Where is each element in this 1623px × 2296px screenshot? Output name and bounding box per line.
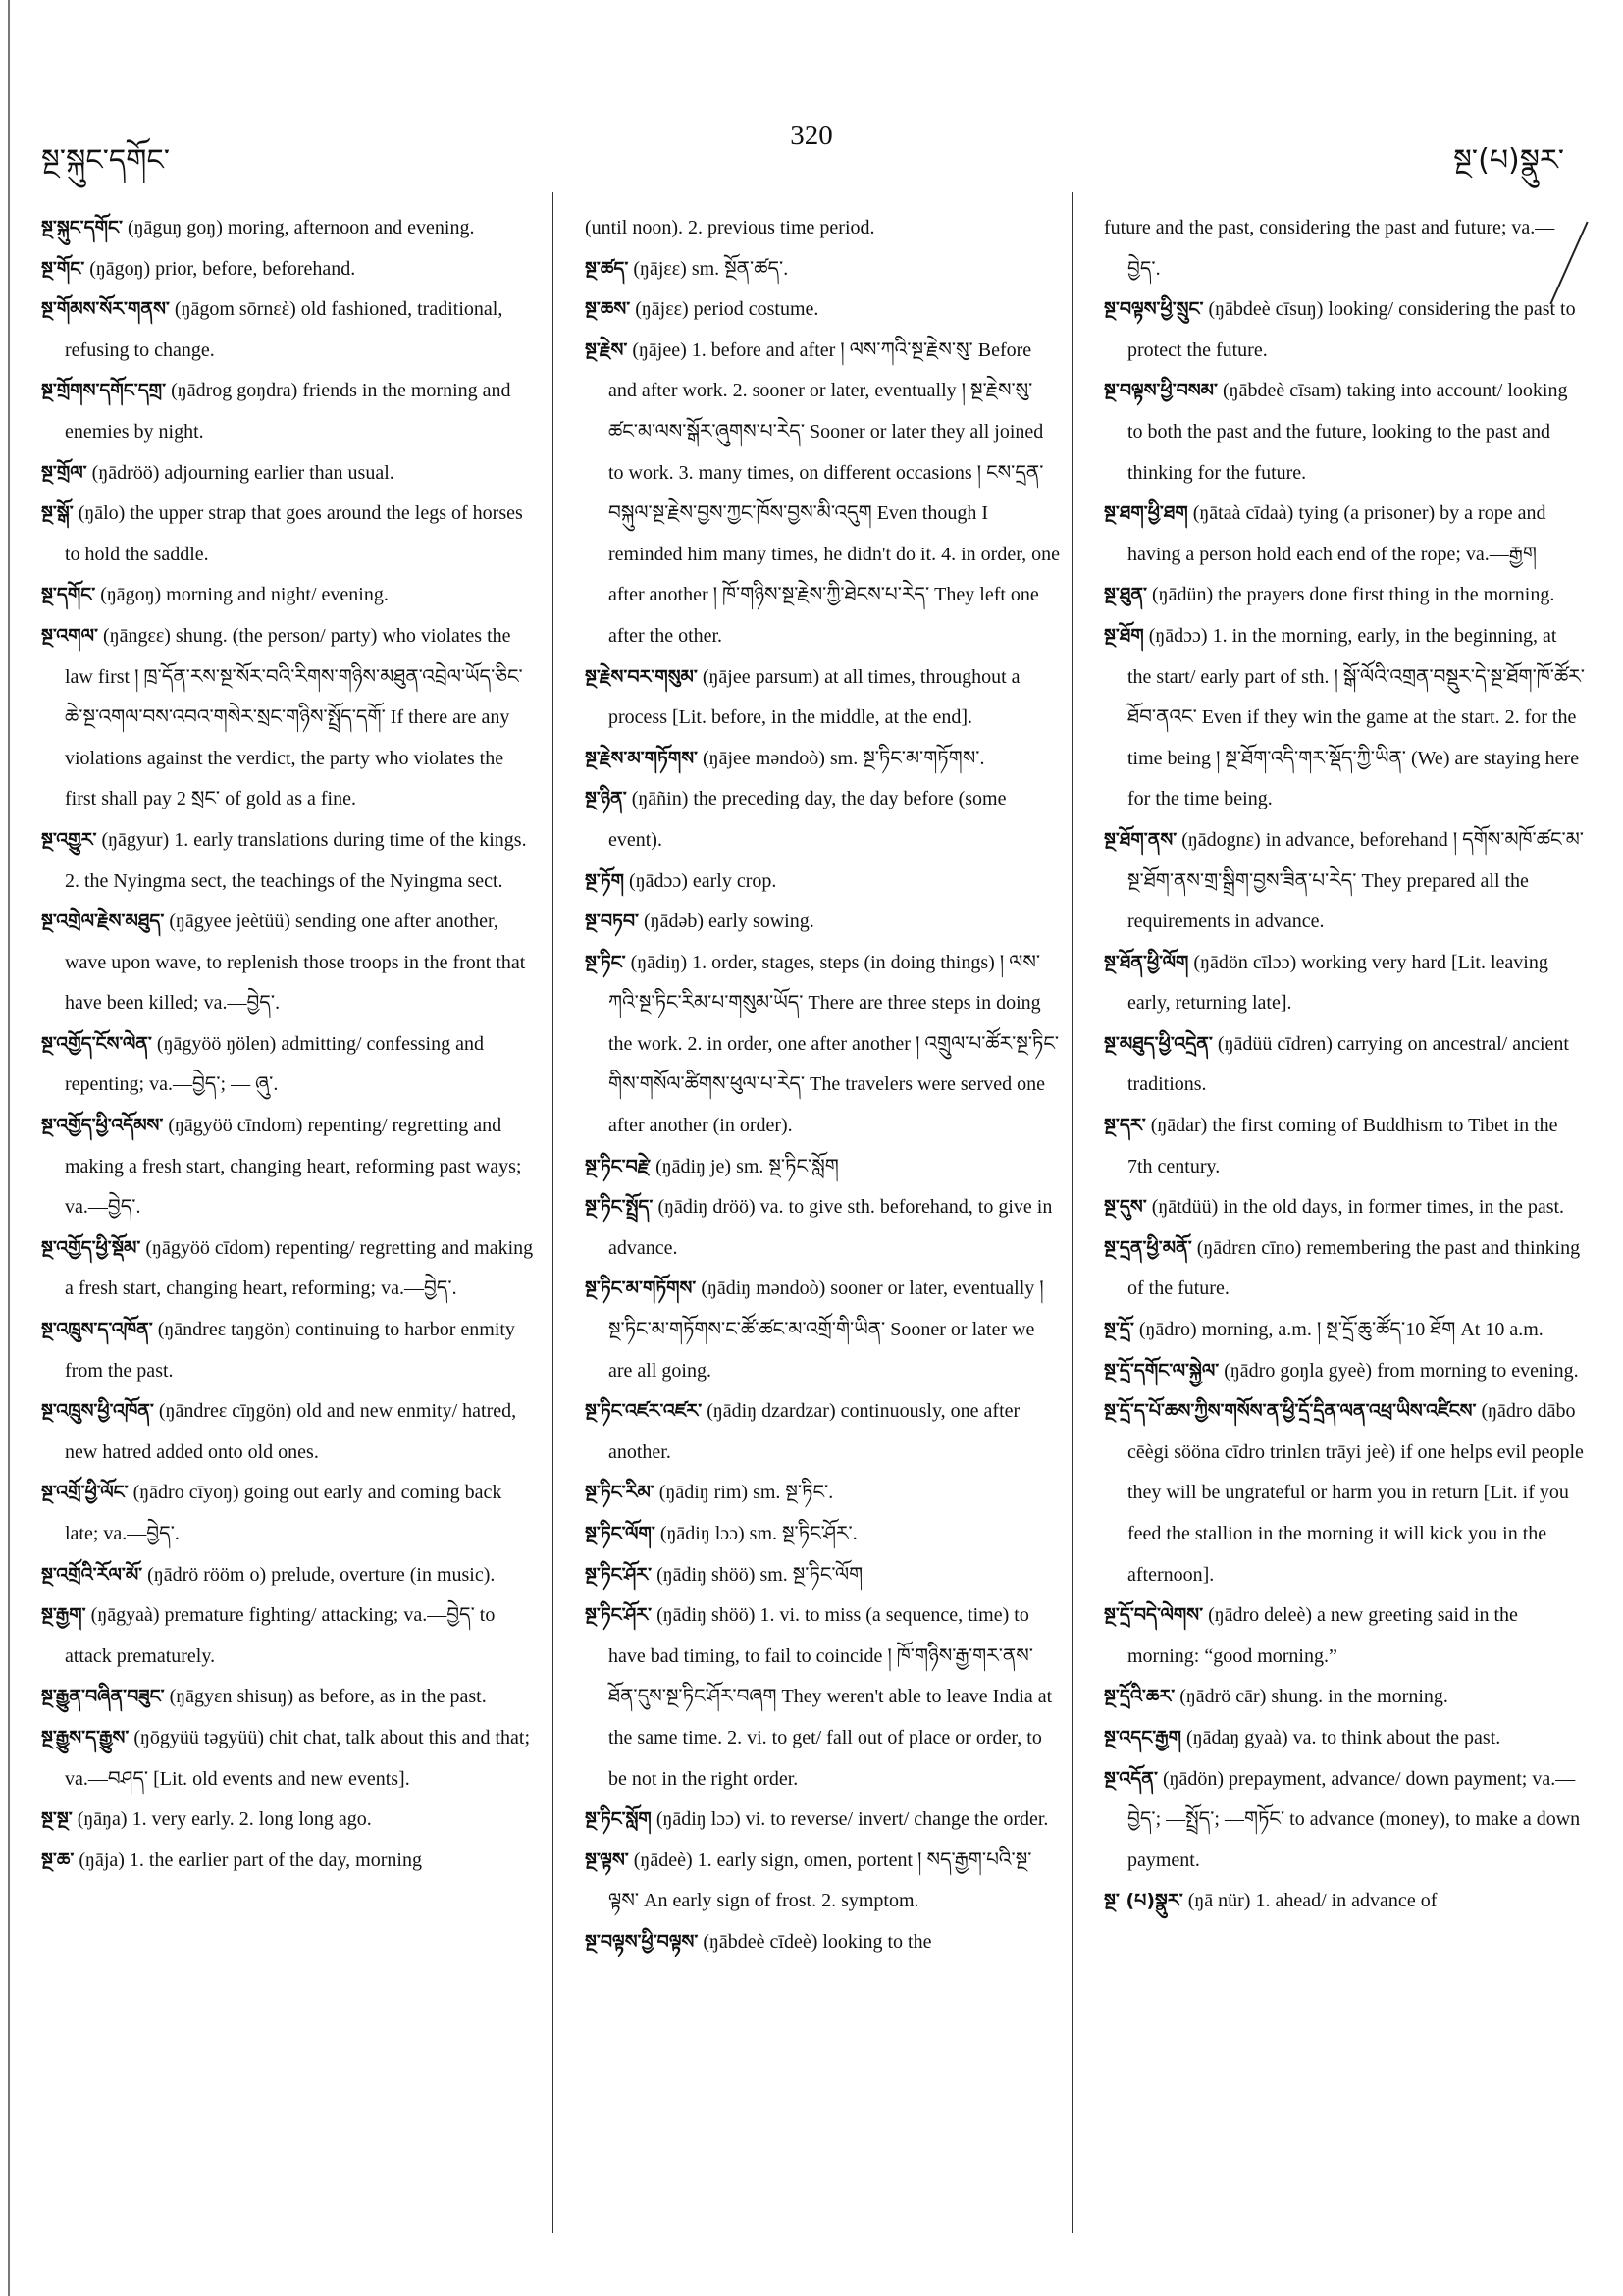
dictionary-entry <box>41 1473 537 1554</box>
entry-definition: (ŋādiŋ dzardzar) continuously, one after another. <box>608 1400 1021 1463</box>
dictionary-entry <box>1104 1718 1585 1759</box>
dictionary-entry <box>41 1310 537 1391</box>
entry-headword: སྔ་ཏིང་མ་གཏོགས་ <box>585 1278 697 1300</box>
dictionary-entry <box>1104 494 1585 575</box>
entry-definition: (ŋātdüü) in the old days, in former times, in the past. <box>1151 1196 1565 1219</box>
dictionary-entry <box>1104 1310 1585 1351</box>
entry-definition: (ŋādro goŋla gyeè) from morning to evening. <box>1224 1359 1579 1382</box>
entry-definition: (ŋāgyur) 1. early translations during time of the kings. 2. the Nyingma sect, the teachings of the Nyingma sect. <box>65 828 527 892</box>
dictionary-entry <box>585 1514 1061 1555</box>
entry-headword: སྔ་རྗེས་ <box>585 339 628 361</box>
entry-definition: (ŋāndreε taŋgön) continuing to harbor enmity from the past. <box>65 1319 515 1382</box>
dictionary-entry <box>1104 616 1585 820</box>
entry-headword: སྔ་འགྲེལ་རྗེས་མཐུད་ <box>41 911 165 933</box>
entry-definition: (ŋājee parsum) at all times, throughout a process [Lit. before, in the middle, at the end]. <box>608 665 1021 729</box>
dictionary-entry <box>1104 1759 1585 1882</box>
entry-headword: སྔ་གྲོལ་ <box>41 461 87 484</box>
entry-headword: སྔ་གྲོགས་དགོང་དགྲ་ <box>41 380 167 402</box>
entry-definition: (ŋādəb) early sowing. <box>644 911 814 933</box>
dictionary-entry <box>585 861 1061 903</box>
dictionary-entry <box>585 208 1061 249</box>
entry-headword: སྔ་ཚད་ <box>585 257 629 280</box>
entry-definition: (ŋādiŋ lɔɔ) vi. to reverse/ invert/ change the order. <box>655 1808 1049 1831</box>
dictionary-column-3 <box>1104 208 1585 1922</box>
dictionary-entry <box>41 1391 537 1473</box>
entry-definition: future and the past, considering the past and future; va.—བྱེད་. <box>1104 217 1555 280</box>
entry-headword: སྔ་ཏིང་ཤོར་ <box>585 1563 653 1586</box>
entry-headword: སྔ་ཐག་ཕྱི་ཐག <box>1104 502 1188 525</box>
dictionary-entry <box>585 1147 1061 1188</box>
dictionary-entry <box>585 1595 1061 1800</box>
entry-headword: སྔ་འགལ་ <box>41 624 99 647</box>
entry-definition: (ŋādrö rööm o) prelude, overture (in music). <box>147 1563 496 1586</box>
dictionary-entry <box>41 902 537 1024</box>
dictionary-entry <box>41 616 537 820</box>
entry-headword: སྔ་དྲོའི་ཆར་ <box>1104 1686 1176 1708</box>
dictionary-entry <box>41 494 537 575</box>
entry-definition: (ŋābdeè cīsuŋ) looking/ considering the past to protect the future. <box>1127 298 1576 361</box>
entry-definition: (ŋābdeè cīdeè) looking to the <box>703 1930 932 1953</box>
dictionary-entry <box>41 1718 537 1800</box>
entry-headword: སྔ་ཏིང་བརྗེ་ <box>585 1155 652 1177</box>
entry-headword: སྔ་སྒོ་ <box>41 502 74 525</box>
entry-definition: (ŋābdeè cīsam) taking into account/ looking to both the past and the future, looking to the past and thinking for the future. <box>1127 380 1568 484</box>
entry-definition: (ŋāgyöö cīndom) repenting/ regretting and making a fresh start, changing heart, reforming past ways; va.—བྱེད་. <box>65 1115 522 1219</box>
entry-definition: (ŋādön) prepayment, advance/ down payment; va.—བྱེད་; —སྤྲོད་; —གཏོང་ to advance (money), to make a down payment. <box>1127 1767 1581 1871</box>
entry-definition: (ŋādüü cīdren) carrying on ancestral/ ancient traditions. <box>1127 1032 1569 1096</box>
dictionary-entry <box>1104 1595 1585 1677</box>
dictionary-entry <box>585 1841 1061 1922</box>
entry-definition: (until noon). 2. previous time period. <box>585 217 875 238</box>
entry-headword: སྔ་འཁྲུས་ད་འཁོན་ <box>41 1319 153 1341</box>
entry-headword: སྔ་སྔ་ <box>41 1808 73 1831</box>
dictionary-entry <box>1104 943 1585 1024</box>
entry-definition: (ŋāgyaà) premature fighting/ attacking; va.—བྱེད་ to attack prematurely. <box>65 1604 496 1667</box>
entry-headword: སྔ་འགྱུར་ <box>41 828 97 851</box>
entry-headword: སྔ་རྒྱག་ <box>41 1604 86 1627</box>
dictionary-entry <box>41 1800 537 1841</box>
entry-definition: (ŋādiŋ rim) sm. སྔ་ཏིང་. <box>658 1482 834 1504</box>
entry-definition: (ŋādiŋ shöö) sm. སྔ་ཏིང་ལོག <box>656 1563 864 1586</box>
entry-definition: (ŋālo) the upper strap that goes around the legs of horses to hold the saddle. <box>65 502 523 565</box>
entry-definition: (ŋādaŋ gyaà) va. to think about the past. <box>1186 1726 1501 1748</box>
dictionary-entry <box>41 249 537 290</box>
entry-headword: སྔ་དར་ <box>1104 1115 1146 1137</box>
entry-headword: སྔ་དུས་ <box>1104 1196 1147 1219</box>
entry-definition: (ŋāngεε) shung. (the person/ party) who violates the law first ། ཁྲ་དོན་རས་སྔ་སོར་བའི་རིགས་གཉིས་མཐུན་འབྲེལ་ཡོད་ཅིང་ཆེ་སྔ་འགལ་བས་འབའ་གསེར་སྲང་གཉིས་སྤྲོད་དགོ་ If there are any violations against the verdict, the party who violates the first shall pay 2 སྲང་ of gold as a fine. <box>65 624 523 810</box>
entry-headword: སྔ་འགྲོའི་རོལ་མོ་ <box>41 1563 143 1586</box>
dictionary-entry <box>41 1024 537 1106</box>
entry-headword: སྔ་ཆ་ <box>41 1849 75 1871</box>
entry-definition: (ŋādiŋ məndoò) sooner or later, eventually ། སྔ་ཏིང་མ་གཏོགས་ང་ཚོ་ཚང་མ་འགྲོ་གི་ཡིན་ Sooner or later we are all going. <box>608 1278 1044 1382</box>
entry-definition: (ŋāñin) the preceding day, the day before (some event). <box>608 788 1007 851</box>
entry-headword: སྔ་ཏིང་ <box>585 951 626 973</box>
dictionary-entry <box>41 208 537 249</box>
entry-headword: སྔ་ཉིན་ <box>585 788 627 810</box>
running-head-right: སྔ་(པ)སྣུར་ <box>1453 143 1564 178</box>
entry-definition: (ŋādro dābo cēègi sööna cīdro trinlεn trāyi jeè) if one helps evil people they will be ungrateful or harm you in return [Lit. if you feed the stallion in the morning it will kick you in the afternoon]. <box>1127 1400 1584 1586</box>
dictionary-entry <box>1104 1881 1585 1922</box>
dictionary-entry <box>1104 1351 1585 1392</box>
entry-definition: (ŋājεε) period costume. <box>635 298 819 321</box>
entry-definition: (ŋāgom sōrnεὲ) old fashioned, traditional, refusing to change. <box>65 298 503 361</box>
entry-headword: སྔ་རྒྱུན་བཞིན་བཟུང་ <box>41 1686 165 1708</box>
dictionary-entry <box>1104 1228 1585 1310</box>
dictionary-column-2 <box>585 208 1061 1963</box>
entry-headword: སྔ་འགྱོད་ཕྱི་འདོམས་ <box>41 1115 164 1137</box>
entry-headword: སྔ་ཏིང་འཛར་འཛར་ <box>585 1400 703 1423</box>
entry-definition: (ŋāgyee jeètüü) sending one after another, wave upon wave, to replenish those troops in the front that have been killed; va.—བྱེད་. <box>65 911 526 1015</box>
entry-headword: སྔ་གོམས་སོར་གནས་ <box>41 298 170 321</box>
entry-definition: (ŋādiŋ je) sm. སྔ་ཏིང་སློག <box>655 1155 839 1177</box>
dictionary-entry <box>41 1106 537 1228</box>
entry-headword: སྔ་འདང་རྒྱག <box>1104 1726 1182 1748</box>
entry-headword: སྔ་ཐོག་ནས་ <box>1104 828 1178 851</box>
dictionary-entry <box>1104 1106 1585 1187</box>
entry-headword: སྔ་ཏིང་སློག <box>585 1808 652 1831</box>
entry-headword: སྔ་དྲོ་བདེ་ལེགས་ <box>1104 1604 1204 1627</box>
entry-headword: སྔ་རྗེས་མ་གཏོགས་ <box>585 747 699 769</box>
entry-headword: སྔ་མཐུད་ཕྱི་འདྲེན་ <box>1104 1032 1213 1055</box>
dictionary-entry <box>41 575 537 616</box>
dictionary-entry <box>585 902 1061 943</box>
dictionary-entry <box>41 820 537 902</box>
entry-headword: སྔ་འགྱོད་ངོས་ལེན་ <box>41 1032 152 1055</box>
entry-definition: (ŋāgyöö ŋölen) admitting/ confessing and repenting; va.—བྱེད་; — ཞུ་. <box>65 1032 484 1096</box>
dictionary-entry <box>585 739 1061 780</box>
entry-headword: སྔ་དྲོ་ད་པོ་ཆས་ཀྱིས་གསོས་ན་ཕྱི་དྲོ་དྲིན་ལན་འཕྲ་ཡིས་འཛིངས་ <box>1104 1400 1477 1423</box>
entry-definition: (ŋājεε) sm. སྔོན་ཚད་. <box>633 257 789 280</box>
column-divider <box>552 192 553 2233</box>
entry-headword: སྔ་ཏིང་རིམ་ <box>585 1482 654 1504</box>
entry-definition: (ŋāgoŋ) prior, before, beforehand. <box>89 257 356 280</box>
entry-headword: སྔ་དགོང་ <box>41 584 96 606</box>
dictionary-column-1 <box>41 208 537 1881</box>
running-head-left: སྔ་སྐུང་དགོང་ <box>41 143 171 178</box>
dictionary-entry <box>585 1800 1061 1841</box>
entry-definition: (ŋāguŋ goŋ) moring, afternoon and evening. <box>127 217 475 238</box>
dictionary-entry <box>1104 1024 1585 1106</box>
entry-definition: (ŋādrεn cīno) remembering the past and thinking of the future. <box>1127 1236 1581 1300</box>
entry-headword: སྔ་ཏོག <box>585 869 625 892</box>
entry-headword: སྔ་བལྟས་ཕྱི་བལྟས་ <box>585 1930 699 1953</box>
entry-headword: སྔ་འགྱོད་ཕྱི་སྡོམ་ <box>41 1236 141 1259</box>
entry-headword: སྔ་ཐུན་ <box>1104 584 1148 606</box>
entry-definition: (ŋādeè) 1. early sign, omen, portent ། སད་རྒྱག་པའི་སྔ་ལྟས་ An early sign of frost. 2. symptom. <box>608 1849 1032 1912</box>
entry-definition: (ŋōgyüü təgyüü) chit chat, talk about this and that; va.—བཤད་ [Lit. old events and new events]. <box>65 1726 531 1790</box>
entry-definition: (ŋādrö cār) shung. in the morning. <box>1179 1686 1448 1708</box>
dictionary-entry <box>585 1187 1061 1269</box>
dictionary-entry <box>1104 289 1585 371</box>
entry-definition: (ŋā nür) 1. ahead/ in advance of <box>1187 1890 1438 1912</box>
entry-headword: སྔ་སྐུང་དགོང་ <box>41 217 123 238</box>
entry-headword: སྔ་ཐོག <box>1104 624 1144 647</box>
entry-headword: སྔ་ (པ)སྣུར་ <box>1104 1890 1183 1912</box>
entry-definition: (ŋājee) 1. before and after ། ལས་ཀའི་སྔ་རྗེས་སུ་ Before and after work. 2. sooner or later, eventually ། སྔ་རྗེས་སུ་ཚང་མ་ལས་སྒོར་ཞུགས་པ་རེད་ Sooner or later they all joined to work. 3. many times, on different occasions ། ངས་དྲན་བསྐུལ་སྔ་རྗེས་བྱས་ཀྱང་ཁོས་བྱས་མི་འདུག Even though I reminded him many times, he didn't do it. 4. in order, one after another ། ཁོ་གཉིས་སྔ་རྗེས་ཀྱི་ཐེངས་པ་རེད་ They left one after the other. <box>608 339 1060 647</box>
dictionary-entry <box>1104 1677 1585 1718</box>
dictionary-entry <box>1104 820 1585 943</box>
entry-headword: སྔ་འཁྲུས་ཕྱི་འཁོན་ <box>41 1400 154 1423</box>
dictionary-entry <box>41 453 537 495</box>
dictionary-entry <box>41 289 537 371</box>
entry-definition: (ŋādün) the prayers done first thing in the morning. <box>1152 584 1555 606</box>
entry-headword: སྔ་ཏིང་སྤྲོད་ <box>585 1196 654 1219</box>
dictionary-entry <box>41 1228 537 1310</box>
column-divider <box>1072 192 1073 2233</box>
dictionary-entry <box>585 657 1061 739</box>
entry-headword: སྔ་བལྟས་ཕྱི་སྲུང་ <box>1104 298 1204 321</box>
entry-headword: སྔ་བཏབ་ <box>585 911 640 933</box>
entry-definition: (ŋādrog goŋdra) friends in the morning and enemies by night. <box>65 380 511 443</box>
dictionary-entry <box>41 1677 537 1718</box>
entry-headword: སྔ་རྒྱུས་ད་རྒྱུས་ <box>41 1726 130 1748</box>
entry-headword: སྔ་འདོན་ <box>1104 1767 1158 1790</box>
entry-definition: (ŋādiŋ shöö) 1. vi. to miss (a sequence, time) to have bad timing, to fail to coincide ། ཁོ་གཉིས་རྒྱ་གར་ནས་ཐོན་དུས་སྔ་ཏིང་ཤོར་བཞག They weren't able to leave India at the same time. 2. vi. to get/ fall out of place or order, to be not in the right order. <box>608 1604 1053 1790</box>
dictionary-entry <box>41 1841 537 1882</box>
dictionary-entry <box>585 1269 1061 1391</box>
dictionary-entry <box>1104 371 1585 494</box>
entry-headword: སྔ་རྗེས་བར་གསུམ་ <box>585 665 698 688</box>
dictionary-entry <box>41 1595 537 1677</box>
entry-definition: (ŋāgyöö cīdom) repenting/ regretting and making a fresh start, changing heart, reforming; va.—བྱེད་. <box>65 1236 534 1300</box>
page-edge-line <box>8 0 10 2296</box>
dictionary-entry <box>585 779 1061 861</box>
entry-headword: སྔ་ཆས་ <box>585 298 631 321</box>
dictionary-entry <box>1104 1187 1585 1228</box>
entry-headword: སྔ་ལྟས་ <box>585 1849 629 1871</box>
entry-definition: (ŋādröö) adjourning earlier than usual. <box>91 461 394 484</box>
entry-headword: སྔ་ཏིང་ཤོར་ <box>585 1604 653 1627</box>
entry-definition: (ŋādön cīlɔɔ) working very hard [Lit. leaving early, returning late]. <box>1127 951 1548 1015</box>
entry-headword: སྔ་བལྟས་ཕྱི་བསམ་ <box>1104 380 1219 402</box>
dictionary-entry <box>585 249 1061 290</box>
dictionary-entry <box>585 289 1061 331</box>
entry-definition: (ŋādɔɔ) 1. in the morning, early, in the beginning, at the start/ early part of sth. ། སྒོ་ལོའི་འགྲན་བསྡུར་དེ་སྔ་ཐོག་ཁོ་ཚོར་ཐོབ་ནའང་ Even if they win the game at the start. 2. for the time being ། སྔ་ཐོག་འདི་གར་སྡོད་ཀྱི་ཡིན་ (We) are staying here for the time being. <box>1127 624 1585 810</box>
dictionary-entry <box>585 1391 1061 1473</box>
entry-headword: སྔ་འགྲོ་ཕྱི་ལོང་ <box>41 1482 129 1504</box>
entry-headword: སྔ་དྲོ་ <box>1104 1319 1134 1341</box>
entry-definition: (ŋādognε) in advance, beforehand ། དགོས་མཁོ་ཚང་མ་སྔ་ཐོག་ནས་གྲ་སྒྲིག་བྱས་ཟིན་པ་རེད་ They prepared all the requirements in advance. <box>1127 828 1584 933</box>
dictionary-entry <box>585 943 1061 1147</box>
entry-definition: (ŋādɔɔ) early crop. <box>629 869 777 892</box>
entry-definition: (ŋādiŋ) 1. order, stages, steps (in doing things) ། ལས་ཀའི་སྔ་ཏིང་རིམ་པ་གསུམ་ཡོད་ There are three steps in doing the work. 2. in order, one after another ། འགྲུལ་པ་ཚོར་སྔ་ཏིང་གིས་གསོལ་ཚིགས་ཕུལ་པ་རེད་ The travelers were served one after another (in order). <box>608 951 1060 1137</box>
entry-definition: (ŋāndreε cīŋgön) old and new enmity/ hatred, new hatred added onto old ones. <box>65 1400 517 1463</box>
entry-headword: སྔ་དྲོ་དགོང་ལ་སྐྱེལ་ <box>1104 1359 1220 1382</box>
dictionary-entry <box>1104 208 1585 289</box>
dictionary-entry <box>585 1922 1061 1963</box>
entry-definition: (ŋādro cīyoŋ) going out early and coming back late; va.—བྱེད་. <box>65 1482 502 1544</box>
entry-headword: སྔ་དྲན་ཕྱི་མནོ་ <box>1104 1236 1192 1259</box>
entry-definition: (ŋādiŋ dröö) va. to give sth. beforehand, to give in advance. <box>608 1196 1053 1259</box>
entry-headword: སྔ་གོང་ <box>41 257 85 280</box>
dictionary-entry <box>41 371 537 452</box>
entry-definition: (ŋāŋa) 1. very early. 2. long long ago. <box>77 1808 372 1831</box>
entry-definition: (ŋāgyεn shisuŋ) as before, as in the past. <box>169 1686 487 1708</box>
dictionary-entry <box>585 1473 1061 1514</box>
dictionary-entry <box>41 1555 537 1596</box>
entry-definition: (ŋādar) the first coming of Buddhism to Tibet in the 7th century. <box>1127 1115 1558 1177</box>
entry-definition: (ŋāja) 1. the earlier part of the day, morning <box>79 1849 422 1871</box>
dictionary-entry <box>1104 575 1585 616</box>
dictionary-entry <box>1104 1391 1585 1595</box>
entry-definition: (ŋāgoŋ) morning and night/ evening. <box>100 584 389 606</box>
entry-definition: (ŋādro deleè) a new greeting said in the morning: “good morning.” <box>1127 1604 1518 1667</box>
entry-definition: (ŋājee məndoò) sm. སྔ་ཏིང་མ་གཏོགས་. <box>703 747 985 769</box>
entry-headword: སྔ་ཏིང་ལོག་ <box>585 1523 655 1544</box>
entry-definition: (ŋādiŋ lɔɔ) sm. སྔ་ཏིང་ཤོར་. <box>659 1523 858 1544</box>
dictionary-entry <box>585 331 1061 657</box>
entry-definition: (ŋādro) morning, a.m. ། སྔ་དྲོ་ཆུ་ཚོད་10 ཐོག At 10 a.m. <box>1138 1319 1544 1341</box>
dictionary-entry <box>585 1555 1061 1596</box>
entry-headword: སྔ་ཐོན་ཕྱི་ལོག <box>1104 951 1189 973</box>
page-number: 320 <box>790 120 833 151</box>
entry-definition: (ŋātaà cīdaà) tying (a prisoner) by a rope and having a person hold each end of the rope; va.—རྒྱག <box>1127 502 1546 565</box>
